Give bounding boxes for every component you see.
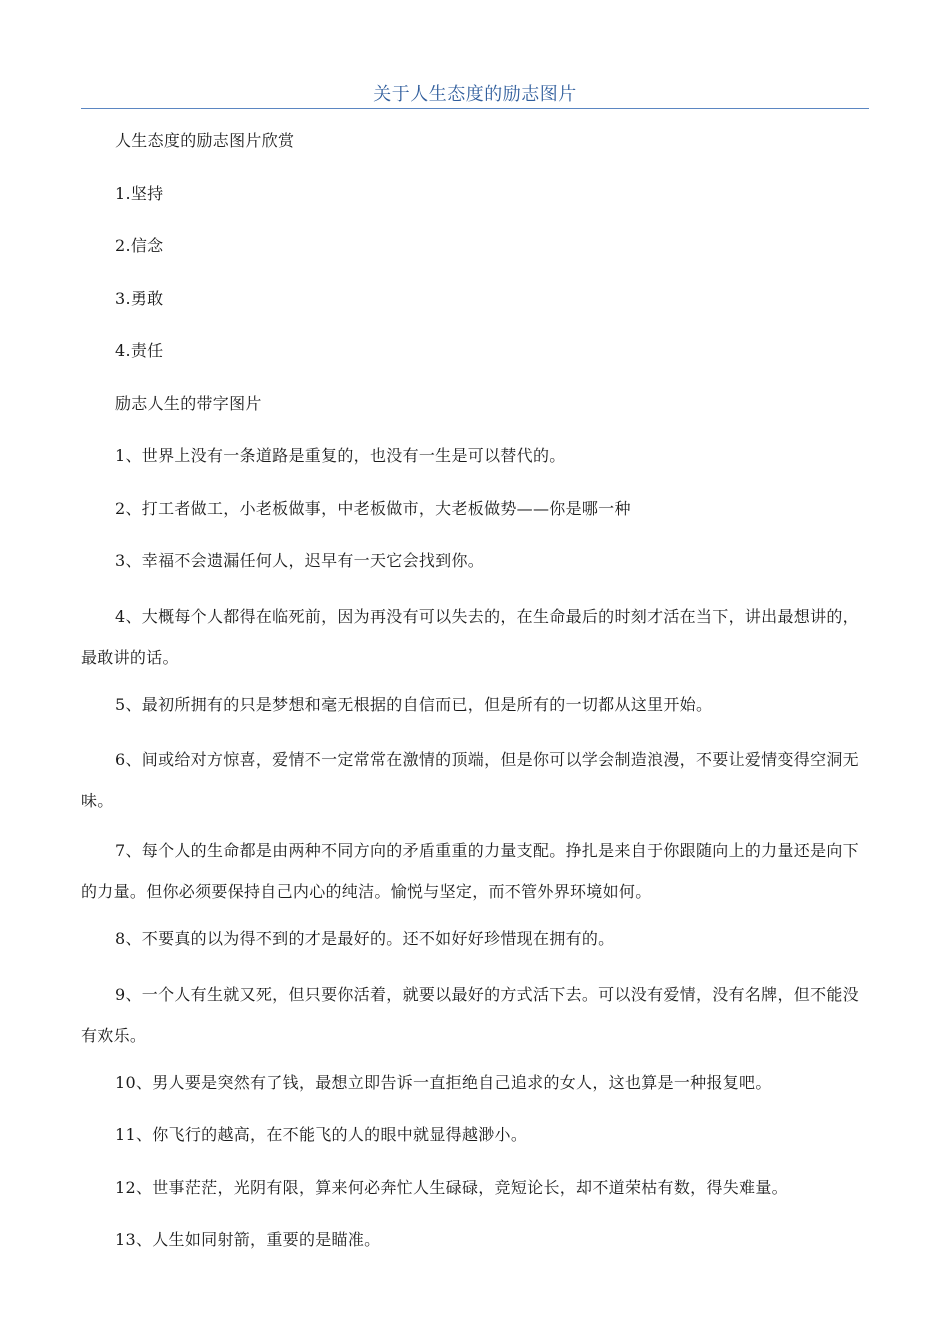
- quote-paragraph: 6、间或给对方惊喜，爱情不一定常常在激情的顶端，但是你可以学会制造浪漫，不要让爱情变得空洞无味。: [81, 750, 859, 810]
- quote-paragraph: 10、男人要是突然有了钱，最想立即告诉一直拒绝自己追求的女人，这也算是一种报复吧。: [115, 1072, 772, 1092]
- quote-paragraph: 7、每个人的生命都是由两种不同方向的矛盾重重的力量支配。挣扎是来自于你跟随向上的力量还是向下的力量。但你必须要保持自己内心的纯洁。愉悦与坚定，而不管外界环境如何。: [81, 841, 859, 901]
- section-heading: 人生态度的励志图片欣赏: [115, 131, 295, 150]
- page-title: 关于人生态度的励志图片: [373, 84, 577, 105]
- page-header: [81, 82, 869, 109]
- quote-paragraph: 8、不要真的以为得不到的才是最好的。还不如好好珍惜现在拥有的。: [115, 929, 615, 948]
- list-item: 3.勇敢: [115, 288, 164, 308]
- quote-paragraph: 9、一个人有生就又死，但只要你活着，就要以最好的方式活下去。可以没有爱情，没有名牌，但不能没有欢乐。: [81, 984, 859, 1045]
- list-item: 4.责任: [115, 341, 164, 360]
- quote-paragraph: 13、人生如同射箭，重要的是瞄准。: [115, 1230, 381, 1249]
- quote-paragraph: 3、幸福不会遗漏任何人，迟早有一天它会找到你。: [115, 551, 485, 570]
- quote-paragraph: 5、最初所拥有的只是梦想和毫无根据的自信而已，但是所有的一切都从这里开始。: [115, 694, 713, 714]
- quote-paragraph: 1、世界上没有一条道路是重复的，也没有一生是可以替代的。: [115, 446, 566, 465]
- quote-paragraph: 11、你飞行的越高，在不能飞的人的眼中就显得越渺小。: [115, 1125, 528, 1144]
- list-item: 1.坚持: [115, 183, 164, 203]
- document-body: [81, 123, 869, 1275]
- quote-paragraph: 12、世事茫茫，光阴有限，算来何必奔忙人生碌碌，竞短论长，却不道荣枯有数，得失难量。: [115, 1177, 788, 1197]
- quote-paragraph: 2、打工者做工，小老板做事，中老板做市，大老板做势——你是哪一种: [115, 498, 631, 518]
- section-heading: 励志人生的带字图片: [115, 393, 262, 413]
- list-item: 2.信念: [115, 236, 164, 255]
- quote-paragraph: 4、大概每个人都得在临死前，因为再没有可以失去的，在生命最后的时刻才活在当下，讲出最想讲的，最敢讲的话。: [81, 606, 859, 667]
